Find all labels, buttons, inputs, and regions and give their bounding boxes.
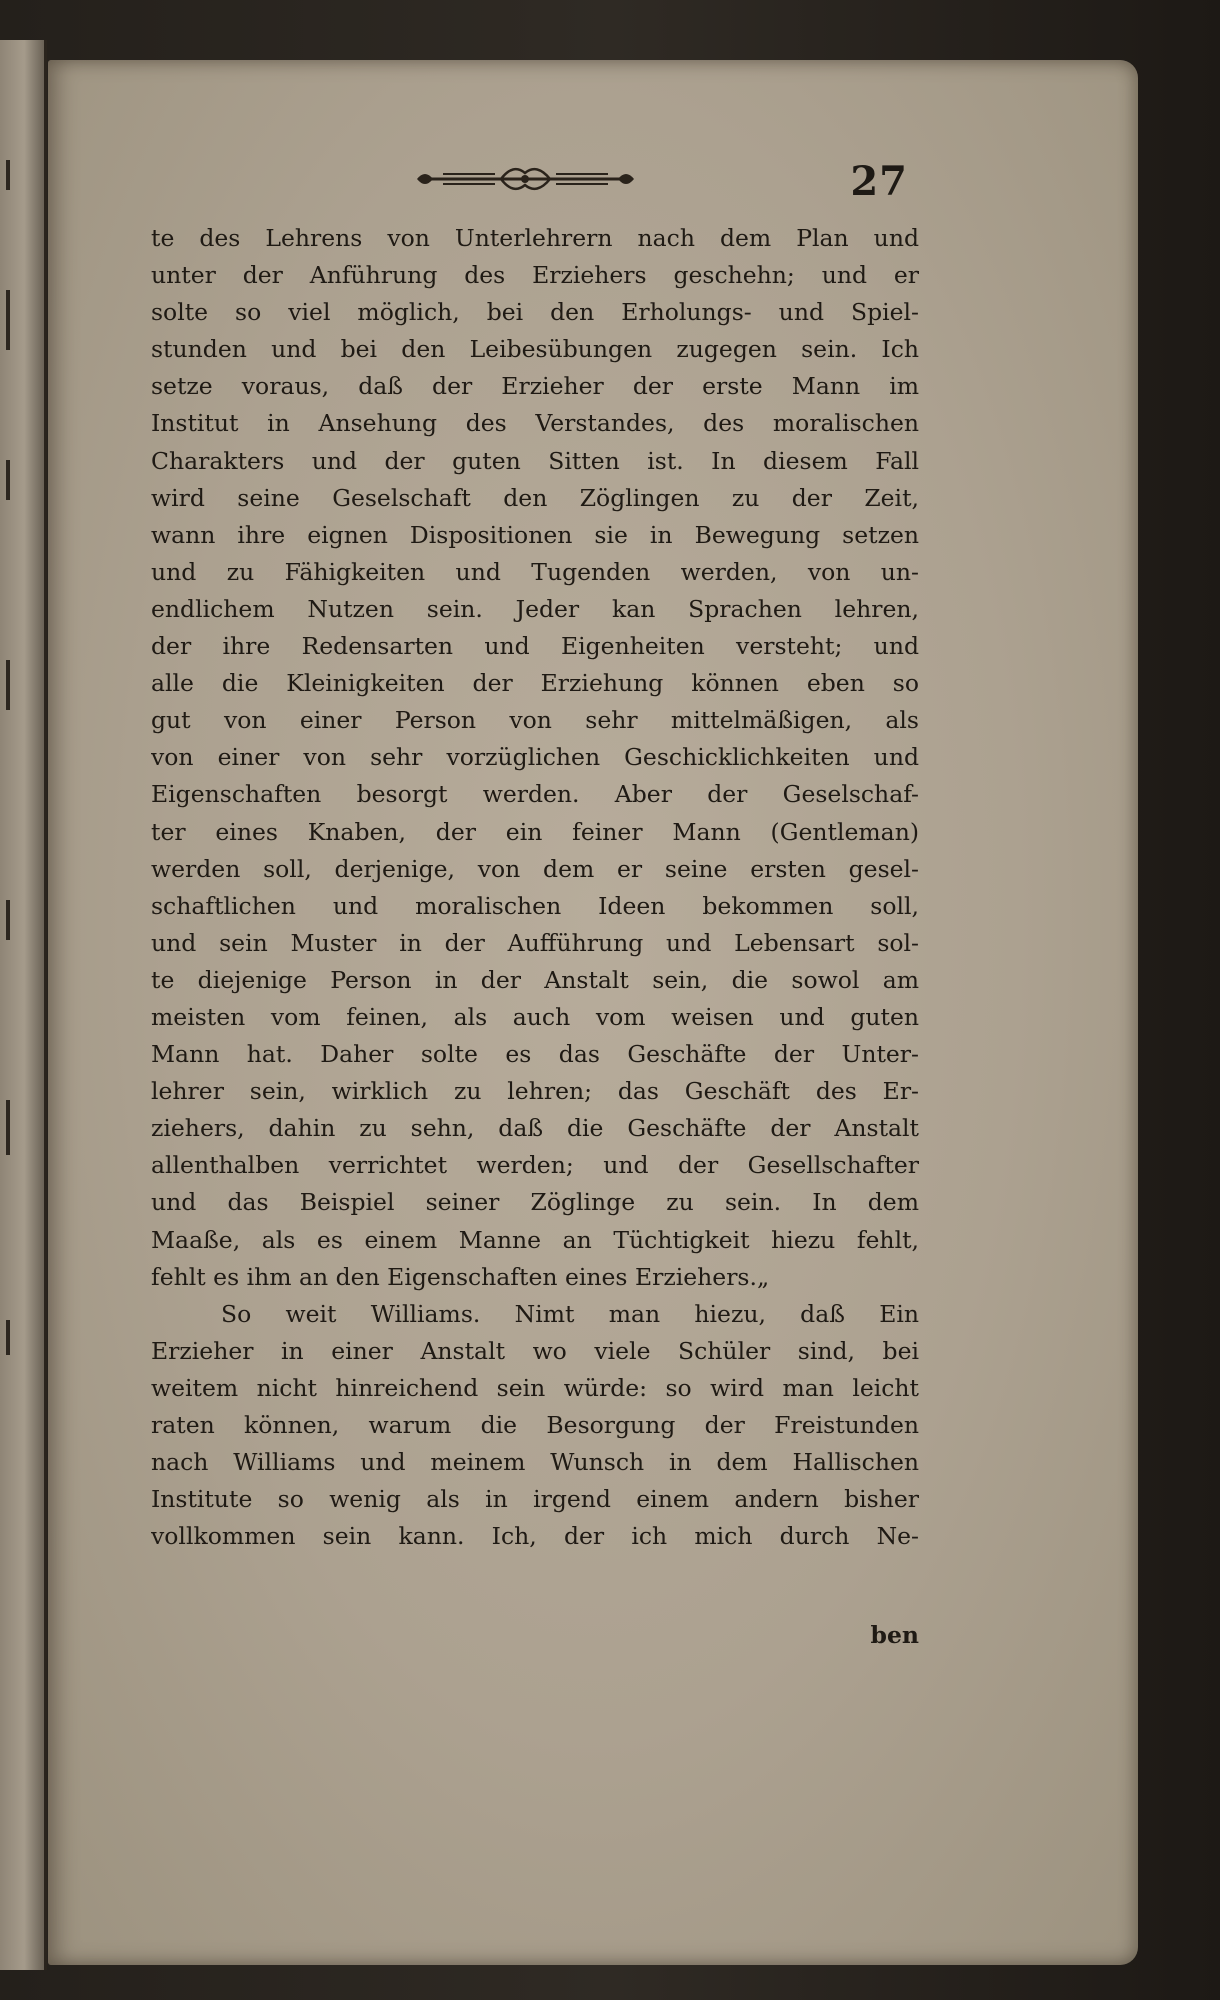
text-line: nach Williams und meinem Wunsch in dem Hallischen <box>151 1448 919 1477</box>
text-line: Maaße, als es einem Manne an Tüchtigkeit hiezu fehlt, <box>151 1225 919 1254</box>
text-line: setze voraus, daß der Erzieher der erste Mann im <box>151 372 919 401</box>
facing-page-ink-mark <box>6 1100 10 1155</box>
body-text <box>151 220 919 1555</box>
text-line: allenthalben verrichtet werden; und der Gesellschafter <box>151 1151 919 1180</box>
text-line: So weit Williams. Nimt man hiezu, daß Ein <box>221 1299 919 1328</box>
text-line: unter der Anführung des Erziehers geschehn; und er <box>151 261 919 290</box>
book-page <box>48 60 1138 1965</box>
text-line: und das Beispiel seiner Zöglinge zu sein. In dem <box>151 1188 919 1217</box>
text-line: te diejenige Person in der Anstalt sein, die sowol am <box>151 965 919 994</box>
text-line: wird seine Geselschaft den Zöglingen zu der Zeit, <box>151 483 919 512</box>
page-number: 27 <box>850 158 908 205</box>
text-line: Institut in Ansehung des Verstandes, des moralischen <box>151 409 919 438</box>
text-line: stunden und bei den Leibesübungen zugegen sein. Ich <box>151 335 919 364</box>
text-line: weitem nicht hinreichend sein würde: so wird man leicht <box>151 1373 919 1402</box>
facing-page-ink-mark <box>6 160 10 190</box>
text-line: te des Lehrens von Unterlehrern nach dem Plan und <box>151 224 919 252</box>
text-line: meisten vom feinen, als auch vom weisen und guten <box>151 1002 919 1031</box>
text-line: werden soll, derjenige, von dem er seine ersten gesel- <box>151 854 919 883</box>
text-line: gut von einer Person von sehr mittelmäßigen, als <box>151 706 919 735</box>
text-line: vollkommen sein kann. Ich, der ich mich durch Ne- <box>151 1522 919 1551</box>
facing-page-ink-mark <box>6 1320 10 1355</box>
text-line: ter eines Knaben, der ein feiner Mann (Gentleman) <box>151 817 919 846</box>
text-line: Mann hat. Daher solte es das Geschäfte der Unter- <box>151 1040 919 1069</box>
text-line: von einer von sehr vorzüglichen Geschicklichkeiten und <box>151 743 919 772</box>
text-line: und zu Fähigkeiten und Tugenden werden, von un- <box>151 557 919 586</box>
facing-page-ink-mark <box>6 660 10 710</box>
text-line: lehrer sein, wirklich zu lehren; das Geschäft des Er- <box>151 1077 919 1106</box>
facing-page-ink-mark <box>6 460 10 500</box>
text-line: schaftlichen und moralischen Ideen bekommen soll, <box>151 891 919 920</box>
text-line: endlichem Nutzen sein. Jeder kan Sprachen lehren, <box>151 594 919 623</box>
text-line: raten können, warum die Besorgung der Freistunden <box>151 1411 919 1439</box>
text-line: solte so viel möglich, bei den Erholungs- und Spiel- <box>151 298 919 327</box>
text-line: Erzieher in einer Anstalt wo viele Schüler sind, bei <box>151 1336 919 1365</box>
facing-page-edge <box>0 40 47 1970</box>
text-line: Institute so wenig als in irgend einem andern bisher <box>151 1485 919 1514</box>
text-line: Charakters und der guten Sitten ist. In diesem Fall <box>151 446 919 475</box>
text-line: der ihre Redensarten und Eigenheiten versteht; und <box>151 632 919 661</box>
facing-page-ink-mark <box>6 900 10 940</box>
text-line: fehlt es ihm an den Eigenschaften eines Erziehers.„ <box>151 1262 770 1291</box>
ornamental-rule-icon <box>413 159 638 199</box>
text-line: und sein Muster in der Aufführung und Lebensart sol- <box>151 928 919 957</box>
text-line: wann ihre eignen Dispositionen sie in Bewegung setzen <box>151 520 919 549</box>
text-line: alle die Kleinigkeiten der Erziehung können eben so <box>151 669 919 698</box>
text-line: Eigenschaften besorgt werden. Aber der Geselschaf- <box>151 780 919 809</box>
facing-page-ink-mark <box>6 290 10 350</box>
text-line: ziehers, dahin zu sehn, daß die Geschäfte der Anstalt <box>151 1114 919 1143</box>
catchword: ben <box>870 1621 919 1649</box>
